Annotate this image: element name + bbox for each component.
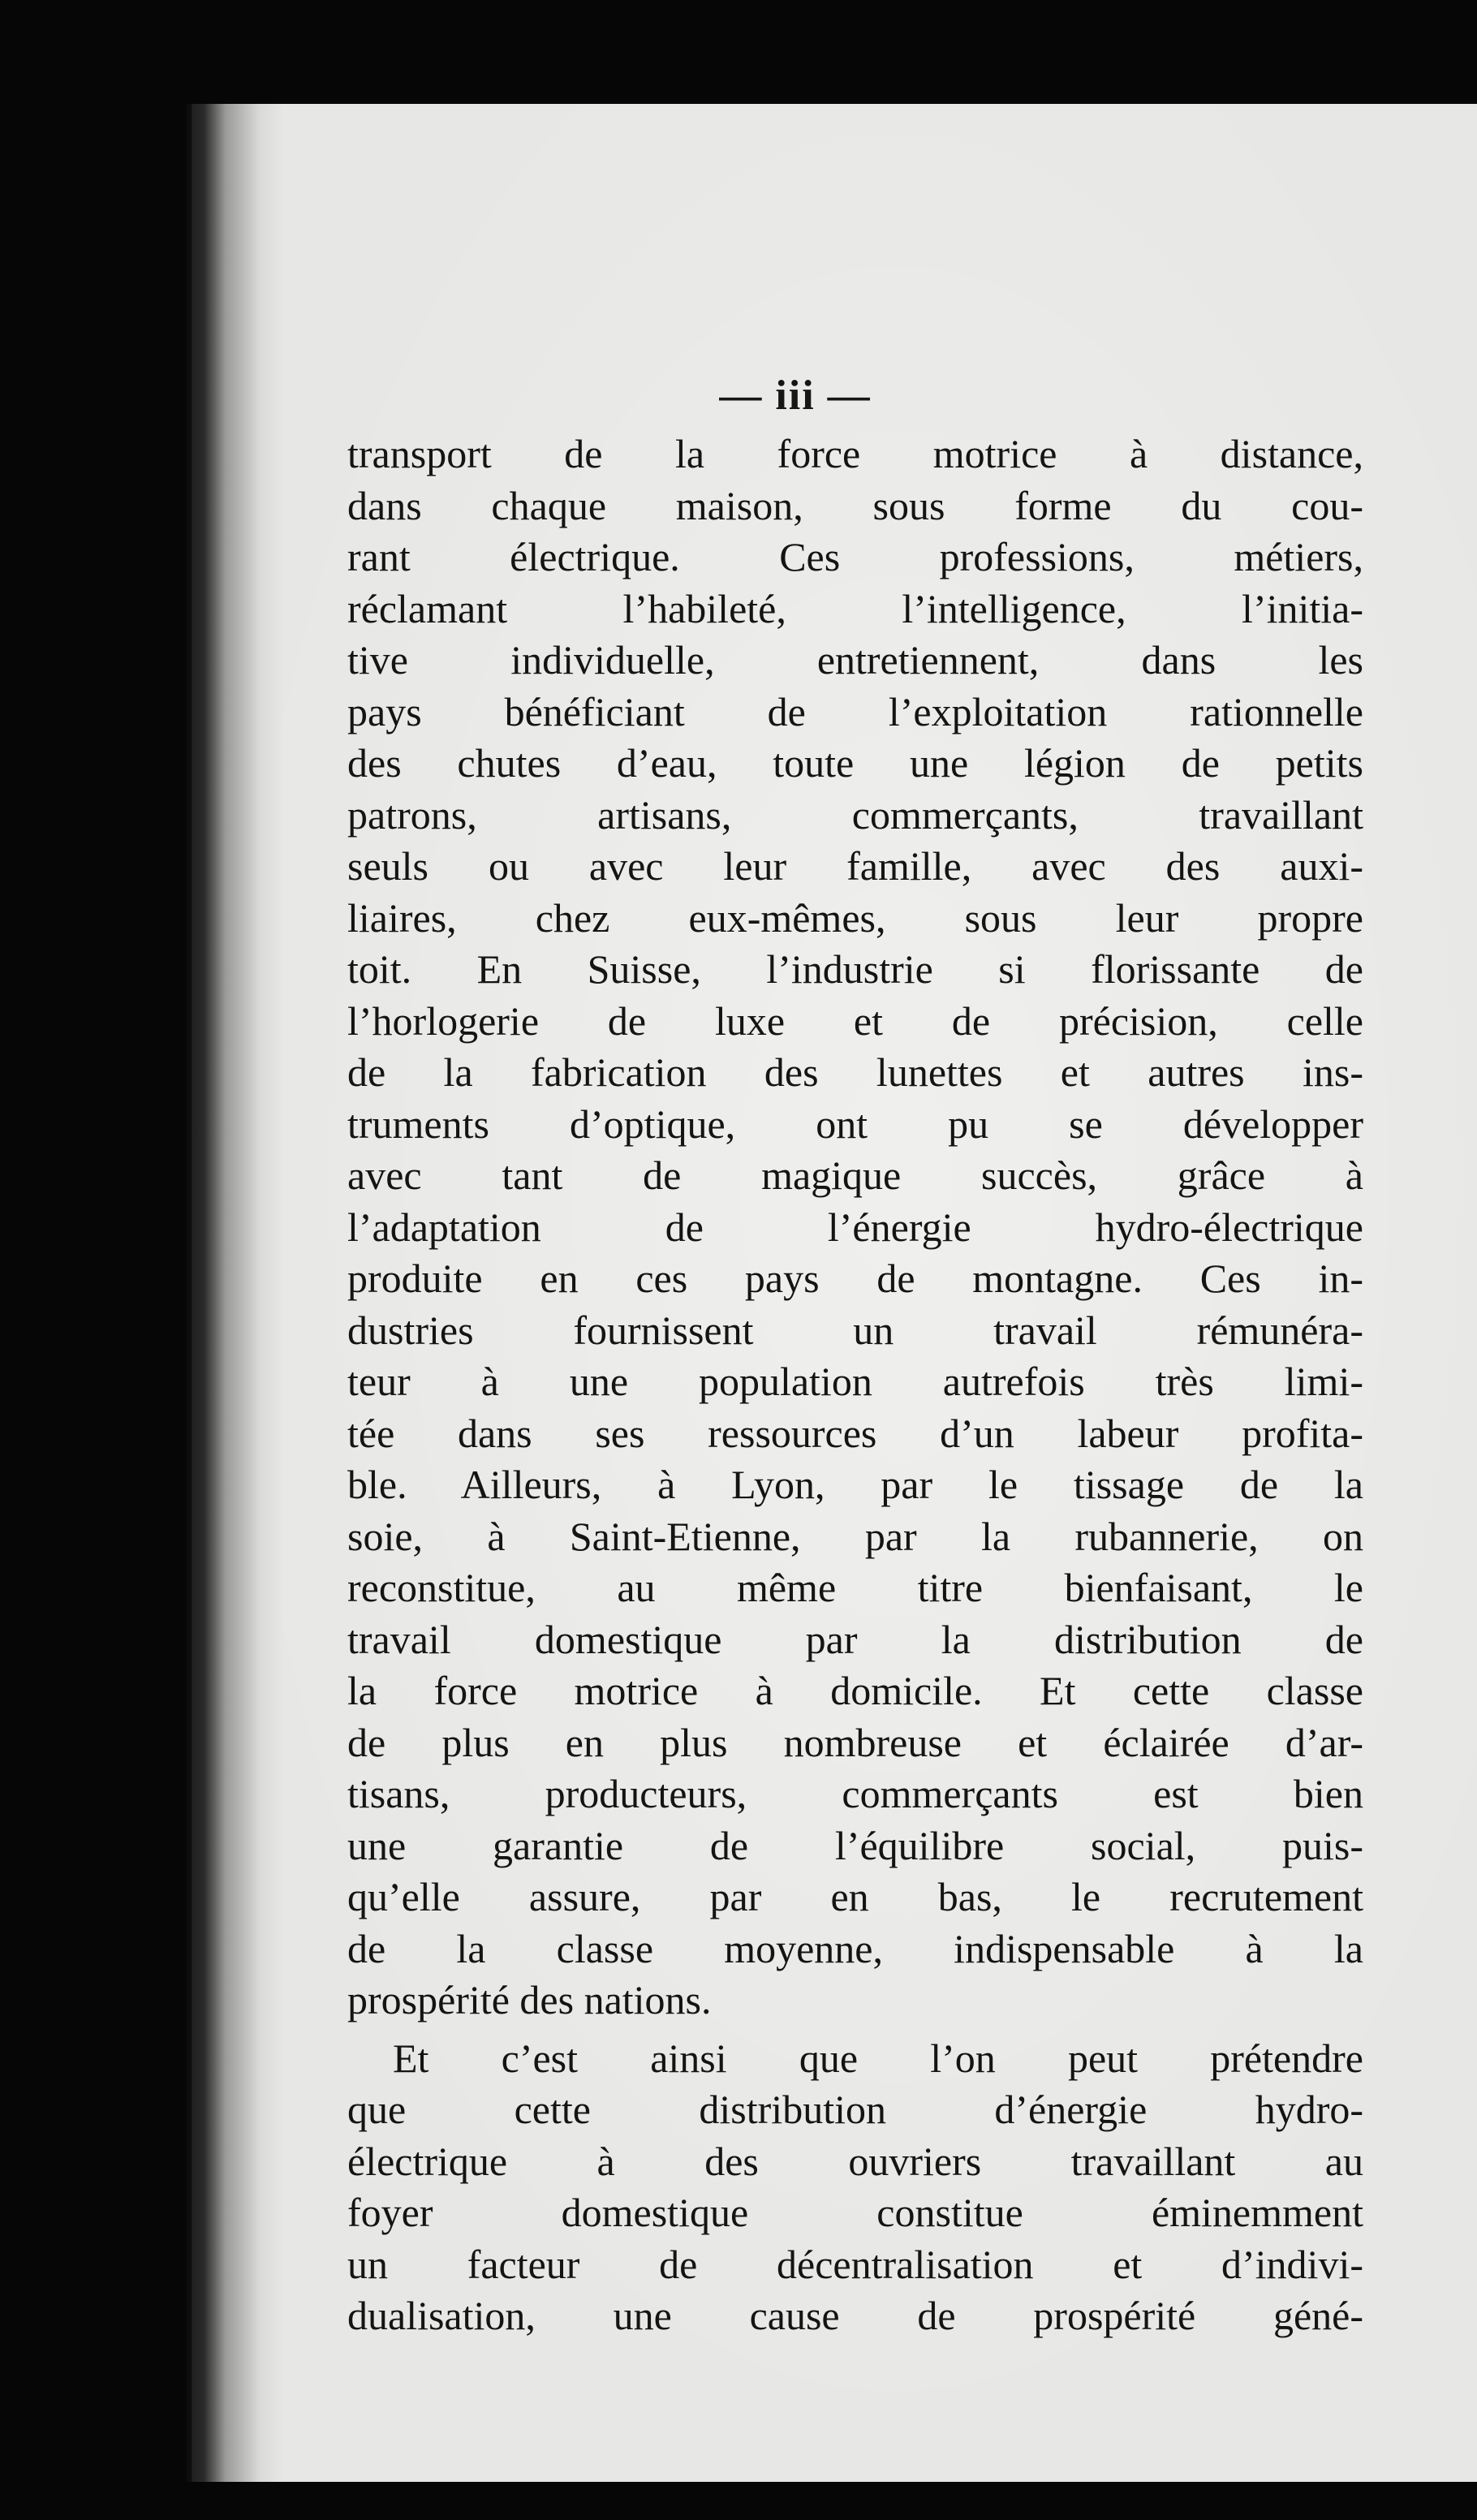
- text-line: foyer domestique constitue éminemment: [347, 2190, 1363, 2235]
- text-line: électrique à des ouvriers travaillant au: [347, 2138, 1363, 2184]
- paragraph: [347, 2033, 1363, 2342]
- text-line: seuls ou avec leur famille, avec des auxi-: [347, 843, 1363, 889]
- text-line: teur à une population autrefois très limi-: [347, 1359, 1363, 1404]
- text-line: une garantie de l’équilibre social, puis-: [347, 1822, 1363, 1868]
- text-line: soie, à Saint-Etienne, par la rubannerie, on: [347, 1513, 1363, 1559]
- text-line: travail domestique par la distribution de: [347, 1616, 1363, 1662]
- text-line: Et c’est ainsi que l’on peut prétendre: [393, 2035, 1363, 2081]
- text-line: reconstitue, au même titre bienfaisant, le: [347, 1565, 1363, 1610]
- paragraph: [347, 429, 1363, 2027]
- text-line: prospérité des nations.: [347, 1977, 712, 2022]
- text-line: produite en ces pays de montagne. Ces in-: [347, 1256, 1363, 1301]
- text-line: tée dans ses ressources d’un labeur profita-: [347, 1410, 1363, 1456]
- book-page: [187, 104, 1477, 2482]
- binding-edge: [187, 104, 192, 2482]
- text-line: la force motrice à domicile. Et cette classe: [347, 1668, 1363, 1713]
- text-line: de plus en plus nombreuse et éclairée d’ar-: [347, 1719, 1363, 1765]
- text-line: transport de la force motrice à distance,: [347, 431, 1363, 476]
- text-line: avec tant de magique succès, grâce à: [347, 1152, 1363, 1198]
- text-line: réclamant l’habileté, l’intelligence, l’initia-: [347, 585, 1363, 631]
- body-text: [347, 429, 1363, 2342]
- page-binding-shadow: [187, 104, 284, 2482]
- text-line: pays bénéficiant de l’exploitation rationnelle: [347, 688, 1363, 734]
- text-line: de la classe moyenne, indispensable à la: [347, 1925, 1363, 1971]
- text-line: des chutes d’eau, toute une légion de petits: [347, 740, 1363, 786]
- text-line: dans chaque maison, sous forme du cou-: [347, 482, 1363, 528]
- text-line: tive individuelle, entretiennent, dans les: [347, 637, 1363, 683]
- text-line: dustries fournissent un travail rémunéra-: [347, 1307, 1363, 1353]
- text-line: dualisation, une cause de prospérité géné-: [347, 2293, 1363, 2338]
- text-line: liaires, chez eux-mêmes, sous leur propre: [347, 894, 1363, 941]
- text-line: rant électrique. Ces professions, métiers,: [347, 534, 1363, 579]
- text-line: truments d’optique, ont pu se développer: [347, 1101, 1363, 1147]
- text-line: ble. Ailleurs, à Lyon, par le tissage de la: [347, 1462, 1363, 1507]
- text-line: de la fabrication des lunettes et autres ins-: [347, 1049, 1363, 1095]
- text-line: qu’elle assure, par en bas, le recrutement: [347, 1874, 1363, 1919]
- text-line: un facteur de décentralisation et d’indivi-: [347, 2241, 1363, 2287]
- page-number: — iii —: [719, 373, 872, 419]
- paragraph-gap: [347, 2027, 1363, 2033]
- text-line: tisans, producteurs, commerçants est bien: [347, 1771, 1363, 1816]
- text-line: patrons, artisans, commerçants, travaillant: [347, 791, 1363, 838]
- text-line: l’adaptation de l’énergie hydro-électrique: [347, 1204, 1363, 1250]
- text-line: toit. En Suisse, l’industrie si florissante de: [347, 946, 1363, 992]
- text-line: que cette distribution d’énergie hydro-: [347, 2087, 1363, 2132]
- text-line: l’horlogerie de luxe et de précision, celle: [347, 997, 1363, 1044]
